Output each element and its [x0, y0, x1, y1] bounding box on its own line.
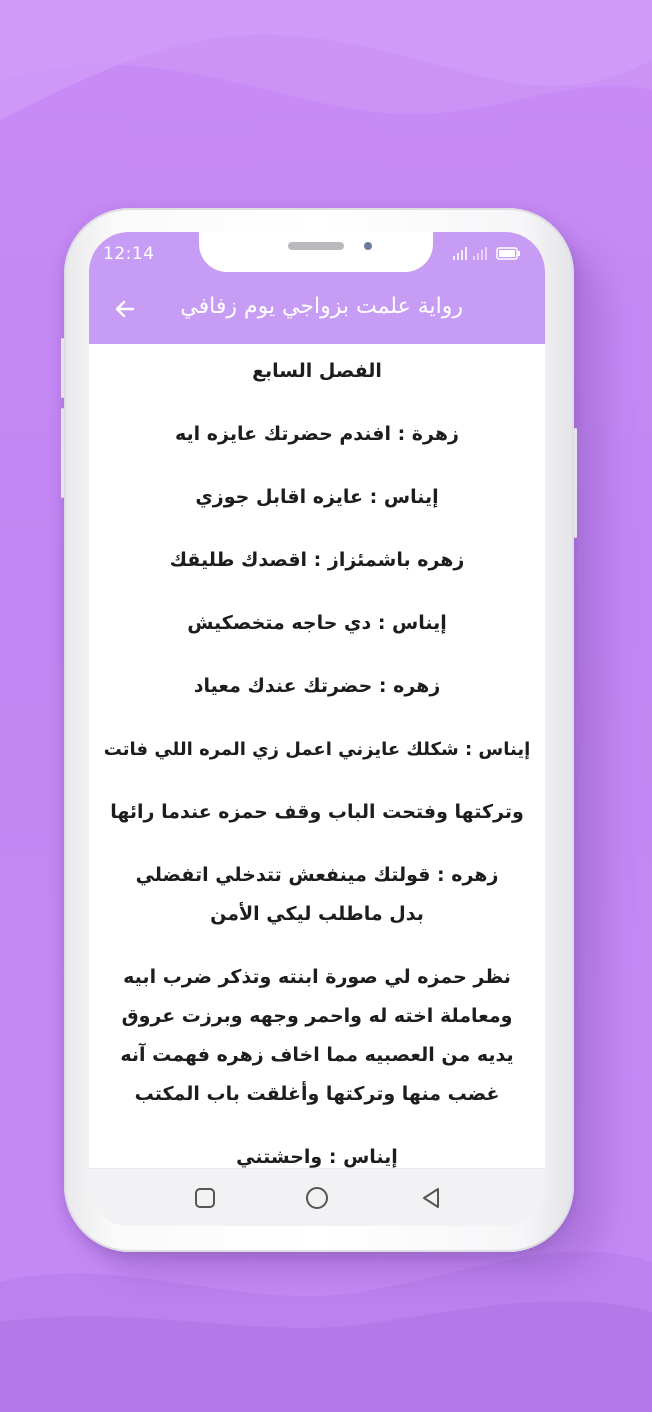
power-button: [574, 428, 577, 538]
chapter-content[interactable]: [89, 344, 545, 1168]
app-title: رواية علمت بزواجي يوم زفافي: [180, 294, 463, 319]
navigation-bar: [89, 1168, 545, 1226]
story-paragraph: زهره : قولتك مينفعش تتدخلي اتفضلي بدل ماطلب ليكي الأمن: [135, 864, 499, 925]
story-paragraph: إيناس : شكلك عايزني اعمل زي المره اللي فاتت: [103, 739, 531, 760]
status-bar: [89, 232, 545, 274]
volume-button: [61, 408, 64, 498]
story-paragraph: نظر حمزه لي صورة ابنته وتذكر ضرب ابيه ومعاملة اخته له واحمر وجهه وبرزت عروق يديه من العصبيه مما اخاف زهره فهمت آنه غضب منها وتركتها وأغلقت باب المكتب: [120, 966, 514, 1105]
background-wave-top: [0, 0, 652, 220]
story-paragraph: وتركتها وفتحت الباب وقف حمزه عندما رائها: [110, 801, 524, 823]
speaker-grille: [288, 242, 344, 250]
story-paragraph: إيناس : واحشتني: [236, 1146, 398, 1168]
circle-icon[interactable]: [304, 1185, 330, 1211]
signal-battery-icon: [453, 245, 533, 261]
app-screen: [89, 232, 545, 1226]
volume-button: [61, 338, 64, 398]
triangle-back-icon[interactable]: [418, 1185, 444, 1211]
back-button[interactable]: [109, 293, 141, 325]
phone-notch: [199, 232, 433, 272]
chapter-title: الفصل السابع: [252, 360, 382, 382]
arrow-left-icon: [113, 297, 137, 321]
story-paragraph: زهره : حضرتك عندك معياد: [193, 675, 441, 697]
status-time: 12:14: [103, 244, 155, 264]
story-paragraph: إيناس : عايزه اقابل جوزي: [195, 486, 439, 508]
app-bar: [89, 274, 545, 344]
story-paragraph: زهره باشمئزاز : اقصدك طليقك: [169, 549, 465, 571]
story-paragraph: زهرة : افندم حضرتك عايزه ايه: [175, 423, 459, 445]
front-camera: [364, 242, 372, 250]
story-paragraph: إيناس : دي حاجه متخصكيش: [187, 612, 447, 634]
square-icon[interactable]: [192, 1185, 218, 1211]
